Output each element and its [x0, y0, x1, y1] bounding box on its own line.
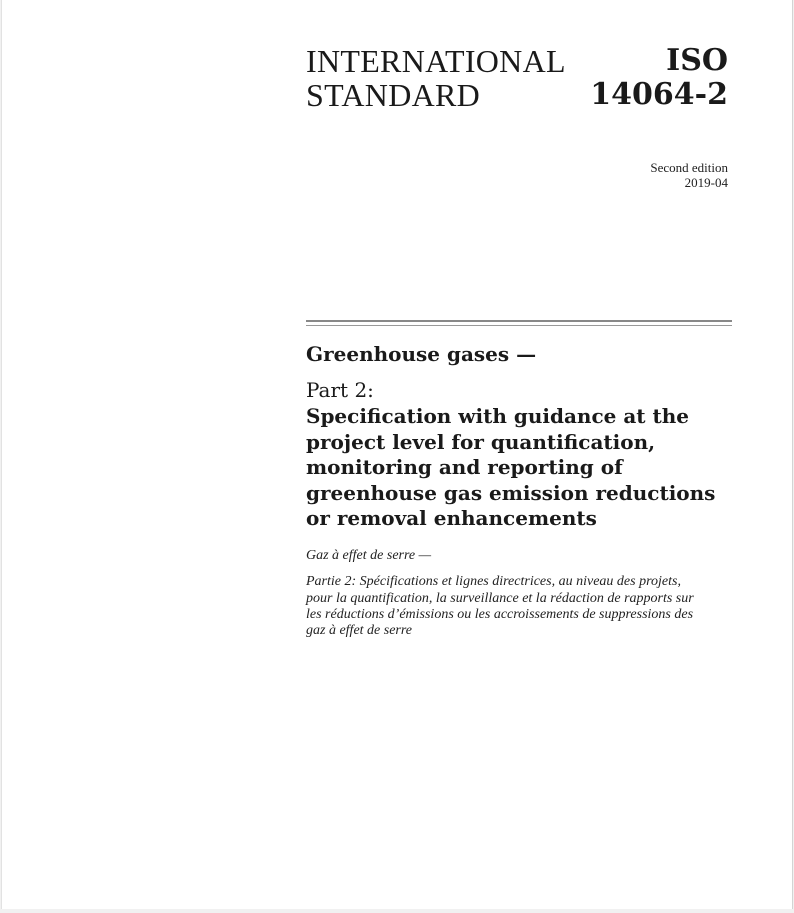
title-main: [306, 404, 746, 532]
english-title: [306, 340, 746, 532]
document-number-value: 14064-2: [590, 77, 728, 112]
document-type: [306, 44, 566, 112]
title-part: Part 2:: [306, 378, 374, 402]
title-main-line: or removal enhancements: [306, 506, 597, 530]
edition-label: Second edition: [650, 160, 728, 175]
title-main-line: monitoring and reporting of: [306, 455, 623, 479]
title-divider-bottom: [306, 325, 732, 326]
french-title: [306, 548, 746, 639]
french-title-line: pour la quantification, la surveillance et la rédaction de rapports sur: [306, 590, 694, 606]
title-main-line: Specification with guidance at the: [306, 404, 689, 428]
edition-info: [650, 160, 728, 190]
french-title-line: gaz à effet de serre: [306, 623, 413, 639]
title-intro: Greenhouse gases —: [306, 342, 537, 366]
document-number: [590, 44, 728, 112]
title-main-line: project level for quantification,: [306, 429, 656, 454]
document-page: [1, 0, 793, 909]
document-prefix: ISO: [666, 43, 728, 78]
document-type-line-1: INTERNATIONAL: [306, 43, 566, 79]
french-title-line: les réductions d’émissions ou les accroissements de suppressions des: [306, 606, 694, 622]
edition-date: 2019-04: [684, 175, 728, 190]
document-type-line-2: STANDARD: [306, 77, 481, 113]
french-title-intro: Gaz à effet de serre —: [306, 548, 432, 563]
title-main-line: greenhouse gas emission reductions: [306, 480, 716, 505]
title-divider-top: [306, 320, 732, 322]
french-title-main: [306, 574, 746, 639]
french-title-line: Partie 2: Spécifications et lignes directrices, au niveau des projets,: [306, 574, 681, 590]
